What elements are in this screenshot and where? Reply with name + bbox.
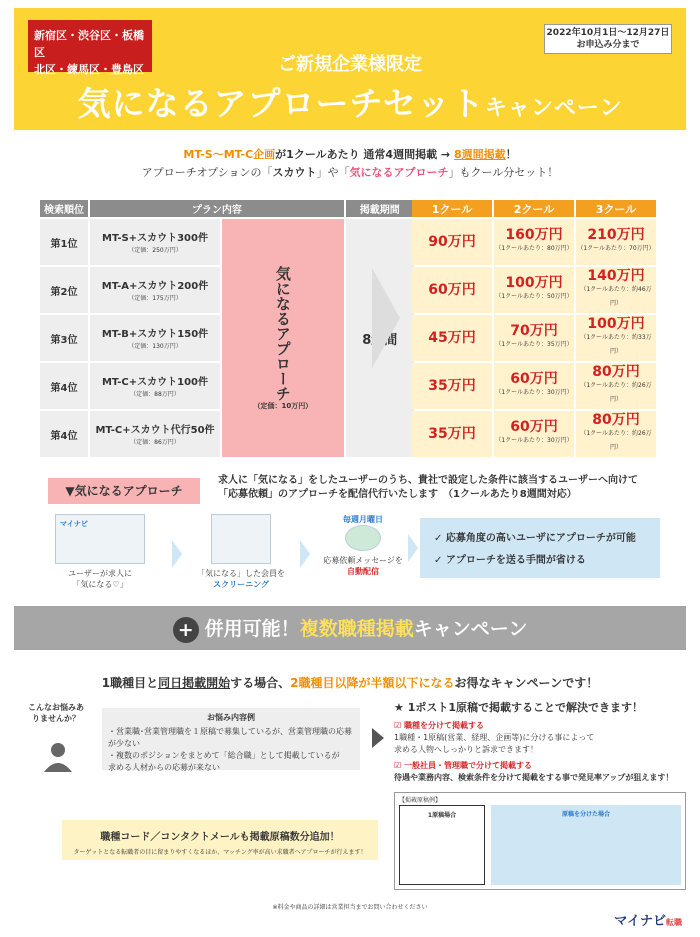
price-2cool xyxy=(494,315,574,361)
solution-1-heading: ☑ 職種を分けて掲載する xyxy=(394,721,484,730)
price-value: 140万円 xyxy=(587,268,645,284)
step3-text: 応募依頼メッセージを xyxy=(323,556,403,565)
plan-rank: 第2位 xyxy=(40,267,88,313)
price-header-2: 2クール xyxy=(494,200,574,217)
step2-screening: スクリーニング xyxy=(213,580,269,589)
period-line-1: 2022年10月1日〜12月27日 xyxy=(546,28,670,38)
plan-rank: 第4位 xyxy=(40,411,88,457)
plan-rank: 第3位 xyxy=(40,315,88,361)
lead2-part-a: 1職種目と xyxy=(101,676,159,690)
price-value: 70万円 xyxy=(510,323,558,339)
kini-label-box: ▼気になるアプローチ xyxy=(48,478,200,504)
period-line-2: お申込み分まで xyxy=(576,40,640,50)
step2-text: 「気になる」した会員を xyxy=(197,569,285,578)
plan-table xyxy=(38,198,416,459)
price-value: 60万円 xyxy=(510,419,558,435)
flow-step-user xyxy=(50,514,150,590)
plan-name: MT-A+スカウト200件 xyxy=(101,281,209,292)
lead2-c: 」や「 xyxy=(316,166,350,179)
price-row xyxy=(412,411,656,457)
worry-question: こんなお悩みありませんか？ xyxy=(28,703,84,723)
person-icon xyxy=(44,742,72,772)
lead2-e: 」もクール分セット！ xyxy=(448,166,559,179)
lead2-part-e: お得なキャンペーンです！ xyxy=(454,676,599,690)
lead2-part-d: 2職種目以降が半額以下になる xyxy=(290,676,455,690)
worry-box xyxy=(102,708,360,770)
merit-2: ✓ アプローチを送る手間が省ける xyxy=(434,555,586,566)
triangle-right-icon xyxy=(372,728,384,748)
plan-rank: 第1位 xyxy=(40,219,88,265)
lead-line-1 xyxy=(0,146,700,162)
plan-rank: 第4位 xyxy=(40,363,88,409)
plan-row xyxy=(40,219,414,265)
band-a: 併用可能！ xyxy=(204,618,300,640)
plan-price: （定価：88万円） xyxy=(130,391,180,398)
lead2-a: アプローチオプションの「 xyxy=(141,166,273,179)
worry-3: 求める人材からの応募が来ない xyxy=(108,763,220,772)
plan-price: （定価：175万円） xyxy=(128,295,182,302)
lead-text: が1クールあたり 通常4週間掲載 → xyxy=(275,148,454,161)
price-header-1: 1クール xyxy=(412,200,492,217)
logo-sub: 転職 xyxy=(666,918,682,927)
plan-name: MT-B+スカウト150件 xyxy=(101,329,209,340)
price-value: 160万円 xyxy=(505,227,563,243)
header-banner xyxy=(14,8,686,130)
example-split-title: 原稿を分けた場合 xyxy=(561,811,610,818)
title-main: 気になるアプローチセット xyxy=(77,84,485,123)
mynavi-logo xyxy=(614,910,682,929)
price-3cool xyxy=(576,219,656,265)
kini-desc-2: 「応募依頼」のアプローチを配信代行いたします （1クールあたり8週間対応） xyxy=(218,489,577,500)
plan-cell xyxy=(90,363,220,409)
lead-line-2 xyxy=(0,164,700,180)
flow-step-screening xyxy=(196,514,286,590)
price-per: （1クールあたり：約26万円） xyxy=(580,382,652,403)
code-add-desc: ターゲットとなる転職者の目に留まりやすくなるほか、マッチング率が高い求職者へアプローチが行えます！ xyxy=(73,849,367,856)
price-2cool xyxy=(494,267,574,313)
step1-text: ユーザーが求人に xyxy=(68,569,132,578)
plan-price: （定価：250万円） xyxy=(128,247,182,254)
price-per: （1クールあたり：30万円） xyxy=(495,389,573,396)
lead-8weeks: 8週間掲載 xyxy=(453,148,506,161)
price-per: （1クールあたり：80万円） xyxy=(495,245,573,252)
solution-1-text: 1職種・1原稿(営業、経理、企画等)に分ける事によって xyxy=(394,733,595,742)
example-single-title: 1原稿場合 xyxy=(427,812,457,819)
kini-desc-1: 求人に「気になる」をしたユーザーのうち、貴社で設定した条件に該当するユーザーへ向けて xyxy=(218,475,638,486)
price-2cool xyxy=(494,411,574,457)
price-row xyxy=(412,363,656,409)
logo-text: マイナビ xyxy=(614,914,666,929)
plan-header-rank: 検索順位 xyxy=(40,200,88,217)
title-sub: キャンペーン xyxy=(484,96,623,121)
lead-mt: MT-S〜MT-C企画 xyxy=(183,148,276,161)
price-table xyxy=(410,198,658,459)
campaign2-title xyxy=(14,614,686,643)
kini-cell xyxy=(222,219,344,457)
step3-tag: 毎週月曜日 xyxy=(343,515,383,524)
example-split xyxy=(491,805,681,885)
price-row xyxy=(412,267,656,313)
kini-price: （定価：10万円） xyxy=(253,401,313,410)
period-cell: 8週間 xyxy=(346,219,414,457)
plan-cell xyxy=(90,267,220,313)
price-value: 60万円 xyxy=(510,371,558,387)
solution-1-text-b: 求める人物へしっかりと訴求できます！ xyxy=(394,745,538,754)
band-b: 複数職種掲載 xyxy=(299,618,414,640)
lead2-part-c: する場合、 xyxy=(230,676,291,690)
merit-1: ✓ 応募角度の高いユーザにアプローチが可能 xyxy=(434,533,636,544)
lead2-part-b: 同日掲載開始 xyxy=(158,676,231,690)
chevron-right-icon xyxy=(300,540,310,568)
campaign2-band xyxy=(14,606,686,650)
price-value: 80万円 xyxy=(592,364,640,380)
price-per: （1クールあたり：約26万円） xyxy=(580,430,652,451)
plan-name: MT-C+スカウト100件 xyxy=(101,377,209,388)
solution-2-text: 待遇や業務内容、検索条件を分けて掲載をする事で発見率アップが狙えます！ xyxy=(394,773,674,782)
price-value: 210万円 xyxy=(587,227,645,243)
phone-illustration-icon xyxy=(55,514,145,564)
example-single xyxy=(399,805,485,885)
area-line-1: 新宿区・渋谷区・板橋区 xyxy=(34,29,144,59)
step3-auto: 自動配信 xyxy=(347,567,379,576)
price-per: （1クールあたり：約46万円） xyxy=(580,286,652,307)
price-per: （1クールあたり：70万円） xyxy=(577,245,655,252)
solution-2-heading: ☑ 一般社員・管理職で分けて掲載する xyxy=(394,761,532,770)
lead2-scout: スカウト xyxy=(272,166,317,179)
code-add-band xyxy=(62,820,378,860)
price-per: （1クールあたり：約33万円） xyxy=(580,334,652,355)
plan-cell xyxy=(90,315,220,361)
price-2cool xyxy=(494,363,574,409)
subtitle: ご新規企業様限定 xyxy=(278,54,422,75)
price-value: 100万円 xyxy=(587,316,645,332)
worry-2: ・複数のポジションをまとめて「総合職」として掲載しているが xyxy=(108,751,340,760)
price-value: 100万円 xyxy=(505,275,563,291)
footer-note: ※料金や商品の詳細は営業担当までお問い合わせください xyxy=(272,904,428,911)
price-per: （1クールあたり：30万円） xyxy=(495,437,573,444)
price-1cool: 35万円 xyxy=(412,363,492,409)
price-2cool xyxy=(494,219,574,265)
price-value: 80万円 xyxy=(592,412,640,428)
page-title xyxy=(14,78,686,125)
envelope-icon xyxy=(345,525,381,551)
solution-block xyxy=(394,702,684,784)
campaign2-lead xyxy=(0,674,700,691)
step1-heart: 「気になる♡」 xyxy=(72,580,128,589)
merit-box xyxy=(420,518,660,578)
plan-cell xyxy=(90,219,220,265)
price-header-3: 3クール xyxy=(576,200,656,217)
flow-step-message xyxy=(318,514,408,577)
area-line-2: 北区・練馬区・豊島区 xyxy=(34,63,144,76)
code-add-title: 職種コード／コンタクトメールも掲載原稿数分追加！ xyxy=(100,832,340,843)
worry-heading: お悩み内容例 xyxy=(207,713,255,722)
plus-icon: + xyxy=(173,617,199,643)
price-per: （1クールあたり：35万円） xyxy=(495,341,573,348)
plan-price: （定価：86万円） xyxy=(130,439,180,446)
lead2-kini: 気になるアプローチ xyxy=(349,166,449,179)
plan-name: MT-C+スカウト代行50件 xyxy=(95,425,215,436)
plan-name: MT-S+スカウト300件 xyxy=(102,233,208,244)
kini-description xyxy=(218,474,678,502)
price-1cool: 45万円 xyxy=(412,315,492,361)
price-per: （1クールあたり：50万円） xyxy=(495,293,573,300)
price-1cool: 60万円 xyxy=(412,267,492,313)
plan-cell xyxy=(90,411,220,457)
price-1cool: 35万円 xyxy=(412,411,492,457)
price-row xyxy=(412,219,656,265)
example-box xyxy=(394,792,686,890)
chevron-right-icon xyxy=(172,540,182,568)
worry-1: ・営業職･営業管理職を１原稿で募集しているが、営業管理職の応募が少ない xyxy=(108,727,352,748)
price-3cool xyxy=(576,267,656,313)
price-3cool xyxy=(576,363,656,409)
screening-illustration-icon xyxy=(211,514,271,564)
price-3cool xyxy=(576,315,656,361)
price-1cool: 90万円 xyxy=(412,219,492,265)
mynavi-small-logo: マイナビ xyxy=(60,520,88,528)
plan-header-period: 掲載期間 xyxy=(346,200,414,217)
lead-excl: ！ xyxy=(505,148,517,161)
price-row xyxy=(412,315,656,361)
plan-price: （定価：130万円） xyxy=(128,343,182,350)
band-c: キャンペーン xyxy=(413,618,528,640)
chevron-right-icon xyxy=(408,534,418,562)
kini-label: 気になるアプローチ xyxy=(273,265,292,401)
plan-header-plan: プラン内容 xyxy=(90,200,344,217)
example-label: 【掲載原稿例】 xyxy=(399,797,442,804)
price-3cool xyxy=(576,411,656,457)
arrow-right-icon xyxy=(372,268,400,368)
solution-title: ★ 1ポスト1原稿で掲載することで解決できます！ xyxy=(394,701,643,714)
